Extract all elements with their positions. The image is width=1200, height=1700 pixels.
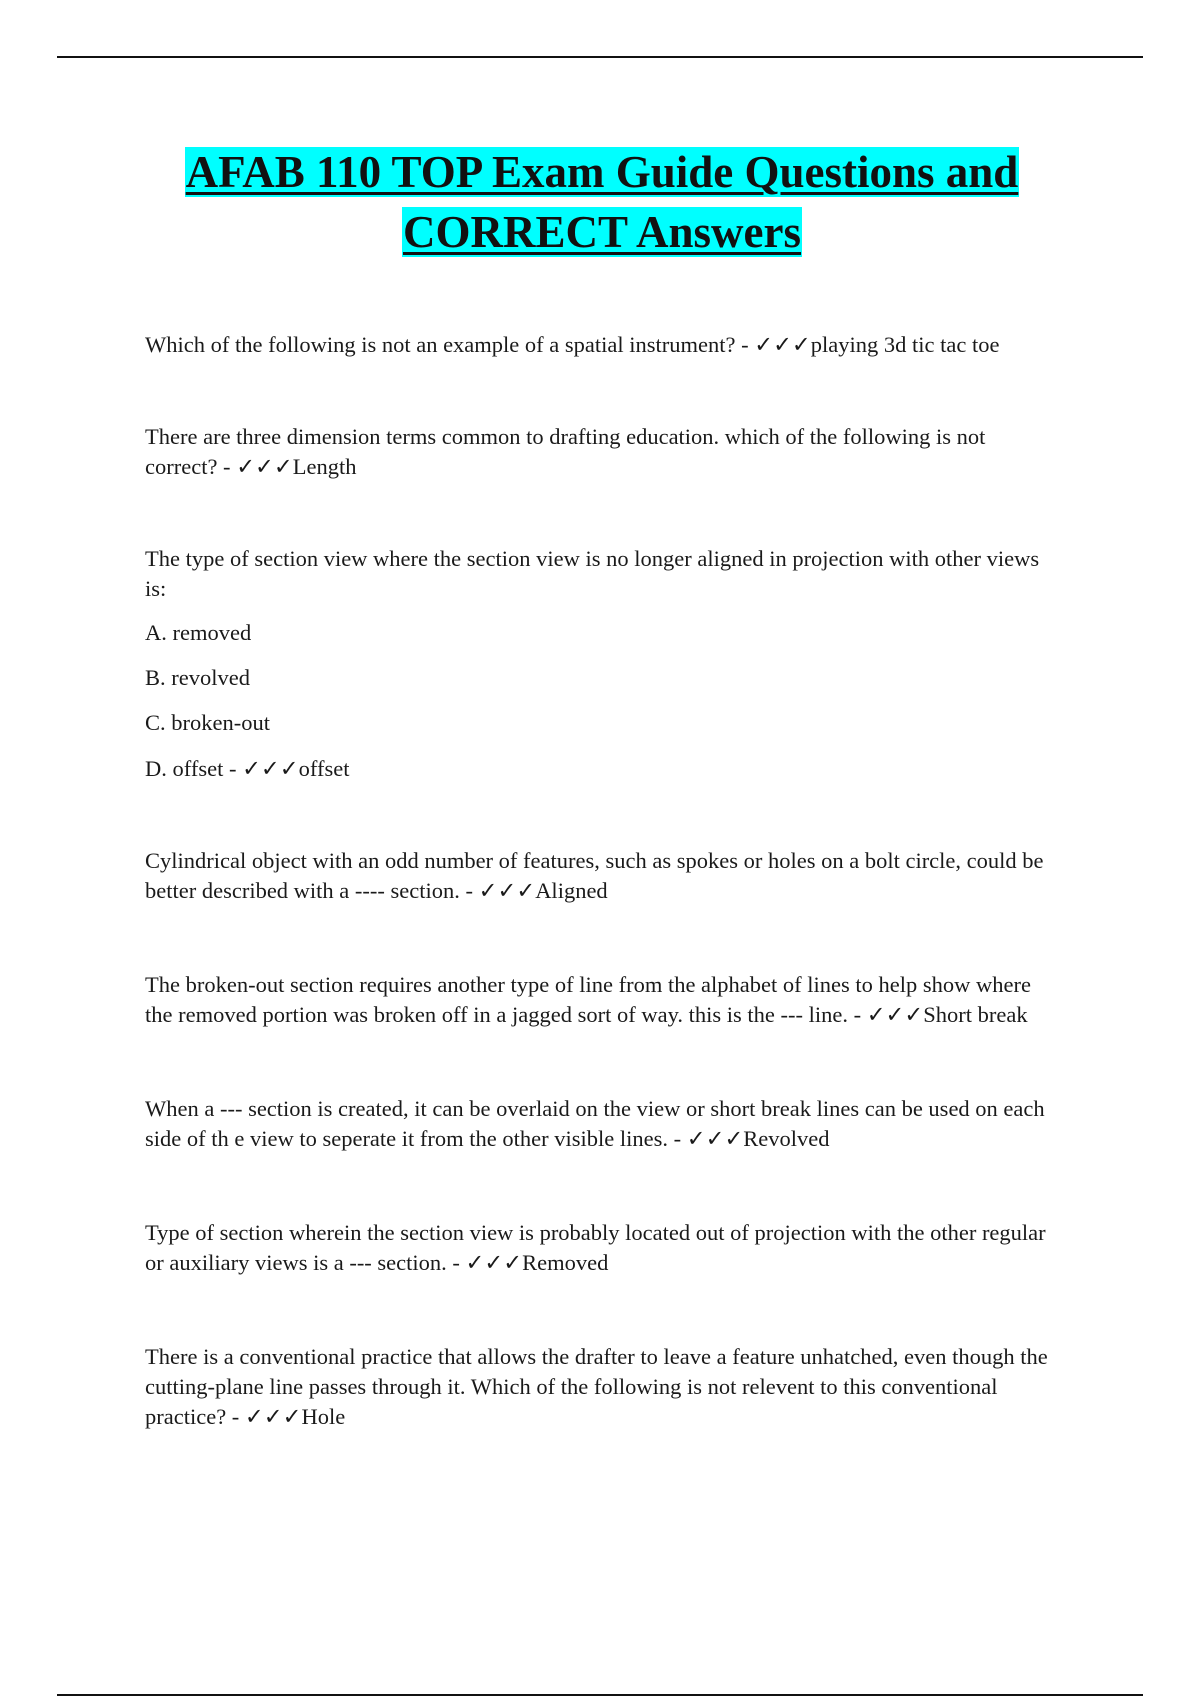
answer-text: playing 3d tic tac toe xyxy=(810,332,1000,357)
checkmark-icon: ✓✓✓ xyxy=(754,332,811,357)
checkmark-icon: ✓✓✓ xyxy=(478,878,536,903)
option-b: B. revolved xyxy=(145,665,250,690)
qa-list xyxy=(145,330,1050,1432)
bottom-rule xyxy=(57,1694,1143,1696)
answer-text: Aligned xyxy=(535,878,608,903)
answer-text: Length xyxy=(292,454,357,479)
answer-text: Revolved xyxy=(743,1126,830,1151)
answer-text: Removed xyxy=(522,1250,609,1275)
answer-text: Short break xyxy=(923,1002,1028,1027)
option-a: A. removed xyxy=(145,620,252,645)
qa-item-6 xyxy=(145,1094,1050,1154)
qa-item-5 xyxy=(145,970,1050,1030)
answer-text: offset xyxy=(298,756,350,781)
qa-item-7 xyxy=(145,1218,1050,1278)
question-text: Which of the following is not an example of a spatial instrument? - xyxy=(145,332,755,357)
checkmark-icon: ✓✓✓ xyxy=(244,1404,302,1429)
qa-item-4 xyxy=(145,846,1050,906)
document-title-line-1: AFAB 110 TOP Exam Guide Questions and xyxy=(185,147,1019,197)
question-text: There is a conventional practice that allows the drafter to leave a feature unhatched, even though the cutting-plane line passes through it. Which of the following is not relevent to this conventional practice? - xyxy=(145,1344,1048,1429)
answer-text: Hole xyxy=(301,1404,346,1429)
option-c: C. broken-out xyxy=(145,710,270,735)
question-text: There are three dimension terms common to drafting education. which of the following is not correct? - xyxy=(145,424,986,479)
checkmark-icon: ✓✓✓ xyxy=(866,1002,924,1027)
option-d xyxy=(145,754,1050,784)
checkmark-icon: ✓✓✓ xyxy=(242,756,299,781)
option-d-label: D. offset - xyxy=(145,756,243,781)
qa-item-1 xyxy=(145,330,1050,360)
top-rule xyxy=(57,56,1143,58)
checkmark-icon: ✓✓✓ xyxy=(236,454,293,479)
question-text: The broken-out section requires another type of line from the alphabet of lines to help show where the removed portion was broken off in a jagged sort of way. this is the --- line. - xyxy=(145,972,1031,1027)
question-text: Type of section wherein the section view is probably located out of projection with the other regular or auxiliary views is a --- section. - xyxy=(145,1220,1046,1275)
qa-item-3 xyxy=(145,544,1050,784)
qa-item-2 xyxy=(145,422,1050,482)
question-text: The type of section view where the section view is no longer aligned in projection with other views is: xyxy=(145,546,1040,601)
checkmark-icon: ✓✓✓ xyxy=(686,1126,744,1151)
qa-item-8 xyxy=(145,1342,1050,1432)
question-text: When a --- section is created, it can be overlaid on the view or short break lines can be used on each side of th e view to seperate it from the other visible lines. - xyxy=(145,1096,1045,1151)
document-title xyxy=(146,142,1058,262)
checkmark-icon: ✓✓✓ xyxy=(465,1250,523,1275)
document-title-line-2: CORRECT Answers xyxy=(403,207,801,257)
question-text: Cylindrical object with an odd number of features, such as spokes or holes on a bolt circle, could be better described with a ---- section. - xyxy=(145,848,1044,903)
